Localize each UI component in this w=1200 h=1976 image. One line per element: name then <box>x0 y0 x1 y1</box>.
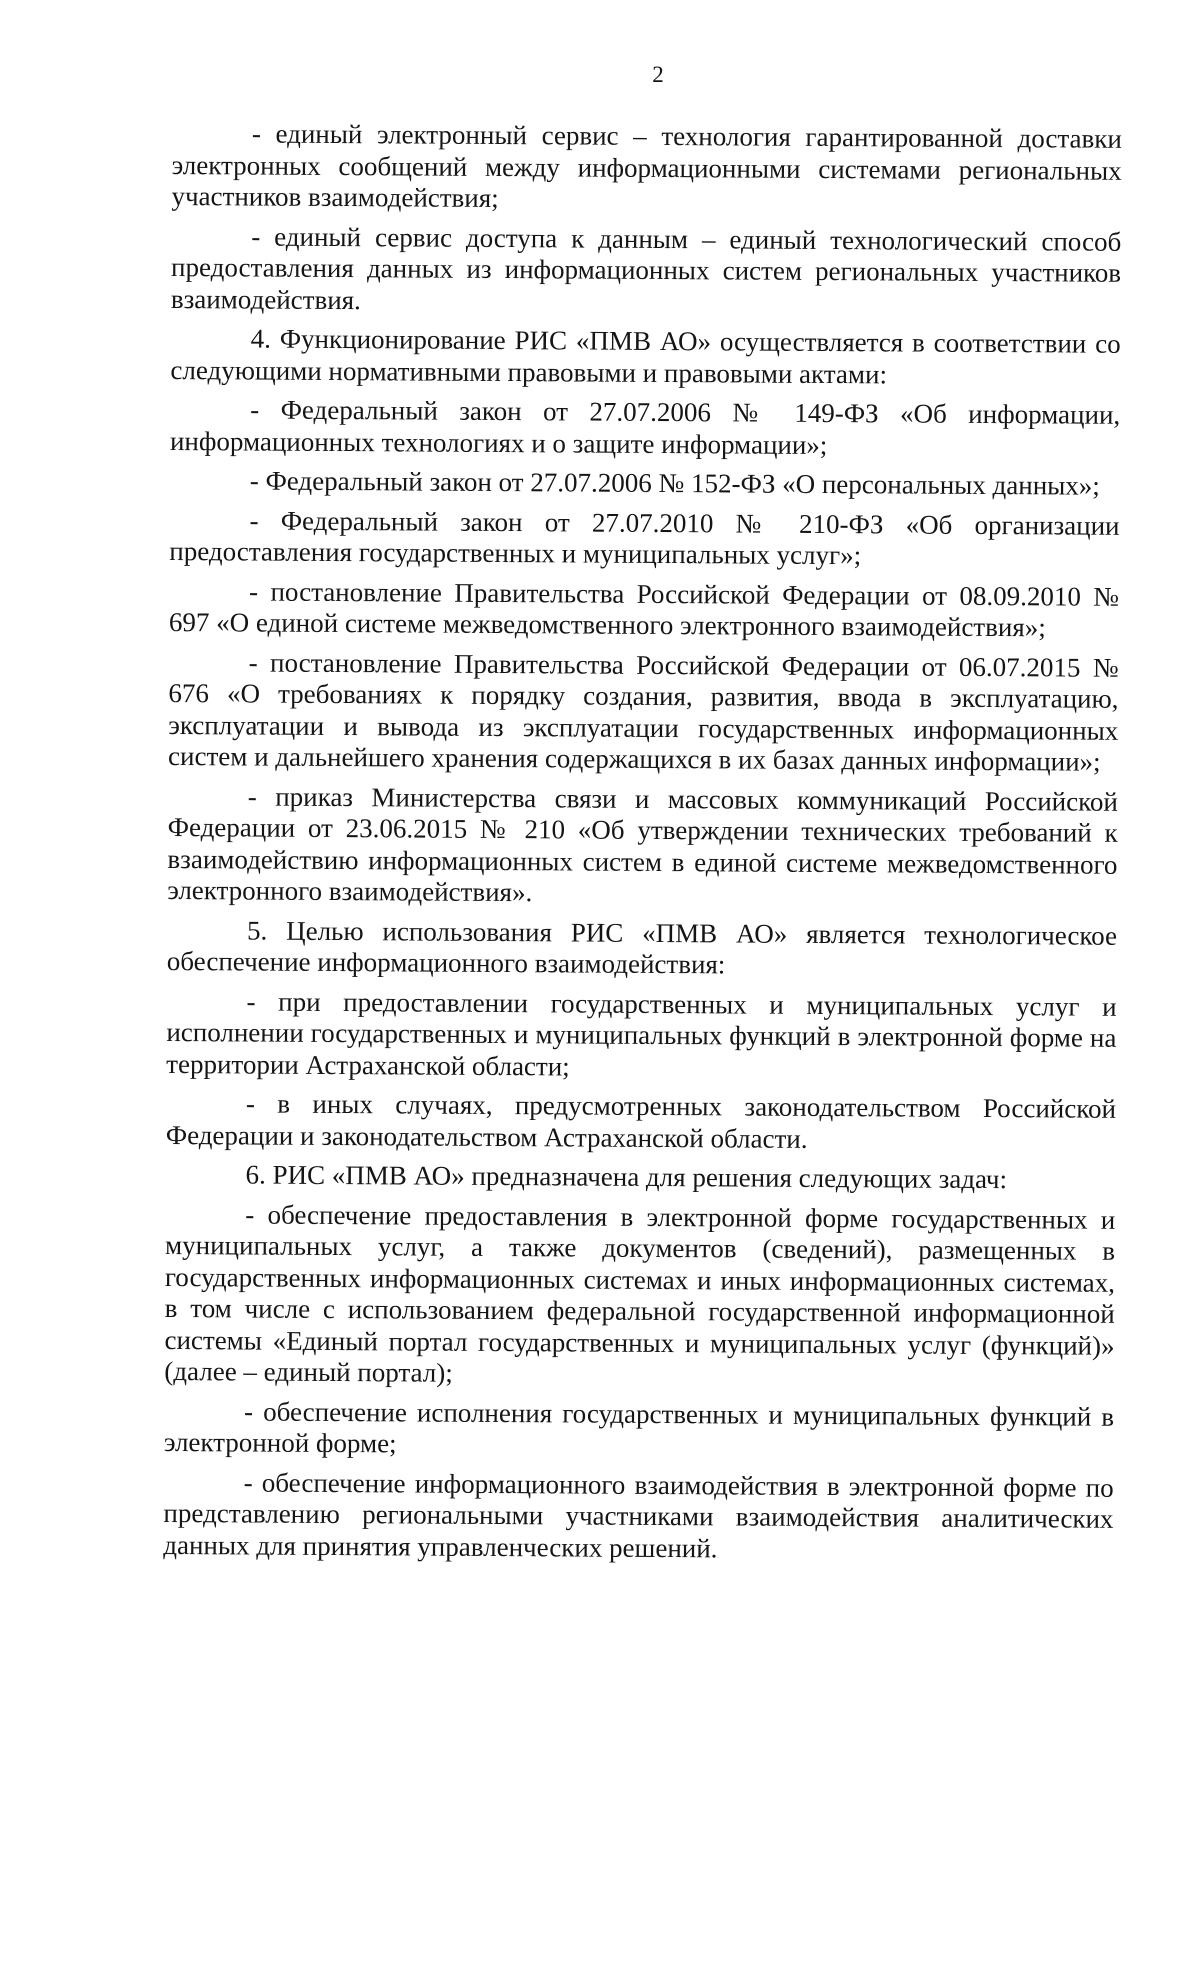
paragraph-law-149-fz: - Федеральный закон от 27.07.2006 № 149-ФЗ «Об информации, информационных технологиях и о защите информации»; <box>169 394 1121 460</box>
paragraph-section-6-heading: 6. РИС «ПМВ АО» предназначена для решения следующих задач: <box>245 1159 1008 1195</box>
paragraph-public-services: - при предоставлении государственных и муниципальных услуг и исполнении государственных и муниципальных функций в электронной форме на территории Астраханской области; <box>166 985 1117 1081</box>
paragraph-unified-electronic-service: - единый электронный сервис – технология гарантированной доставки электронных сообщений между информационными системами региональных участников взаимодействия; <box>171 118 1122 213</box>
paragraph-resolution-676: - постановление Правительства Российской Федерации от 06.07.2015 № 676 «О требованиях к порядку создания, развития, ввода в эксплуатацию, эксплуатации и вывода из эксплуатации государственных информационных систем и дальнейшего хранения содержащихся в их базах данных информации»; <box>168 646 1119 777</box>
paragraph-analytics-interaction: - обеспечение информационного взаимодействия в электронной форме по представлению региональными участниками взаимодействия аналитических данных для принятия управленческих решений. <box>163 1466 1114 1563</box>
paragraph-electronic-functions: - обеспечение исполнения государственных и муниципальных функций в электронной форме; <box>163 1395 1115 1459</box>
paragraph-unified-data-access-service: - единый сервис доступа к данным – единый технологический способ предоставления данных из информационных систем региональных участников взаимодействия. <box>170 220 1122 315</box>
paragraph-section-5-heading: 5. Целью использования РИС «ПМВ АО» является технологическое обеспечение информационного взаимодействия: <box>166 914 1118 980</box>
paragraph-resolution-697: - постановление Правительства Российской Федерации от 08.09.2010 № 697 «О единой системе межведомственного электронного взаимодействия»; <box>168 575 1120 643</box>
page-number: 2 <box>652 62 664 87</box>
paragraph-law-210-fz: - Федеральный закон от 27.07.2010 № 210-ФЗ «Об организации предоставления государственных и муниципальных услуг»; <box>169 504 1120 571</box>
document-body <box>163 118 1122 1575</box>
paragraph-electronic-services-provision: - обеспечение предоставления в электронной форме государственных и муниципальных услуг, а также документов (сведений), размещенных в государственных информационных системах и иных информационных системах, в том числе с использованием федеральной государственной информационной системы «Единый портал государственных и муниципальных услуг (функций)» (далее – единый портал); <box>164 1198 1116 1388</box>
paragraph-law-152-fz: - Федеральный закон от 27.07.2006 № 152-ФЗ «О персональных данных»; <box>249 465 1100 501</box>
paragraph-other-cases: - в иных случаях, предусмотренных законодательством Российской Федерации и законодательством Астраханской области. <box>165 1088 1117 1154</box>
paragraph-order-210: - приказ Министерства связи и массовых коммуникаций Российской Федерации от 23.06.2015 № 210 «Об утверждении технических требований к взаимодействию информационных систем в единой системе межведомственного электронного взаимодействия». <box>167 780 1118 908</box>
paragraph-section-4-heading: 4. Функционирование РИС «ПМВ АО» осуществляется в соответствии со следующими нормативными правовыми и правовыми актами: <box>170 323 1121 389</box>
